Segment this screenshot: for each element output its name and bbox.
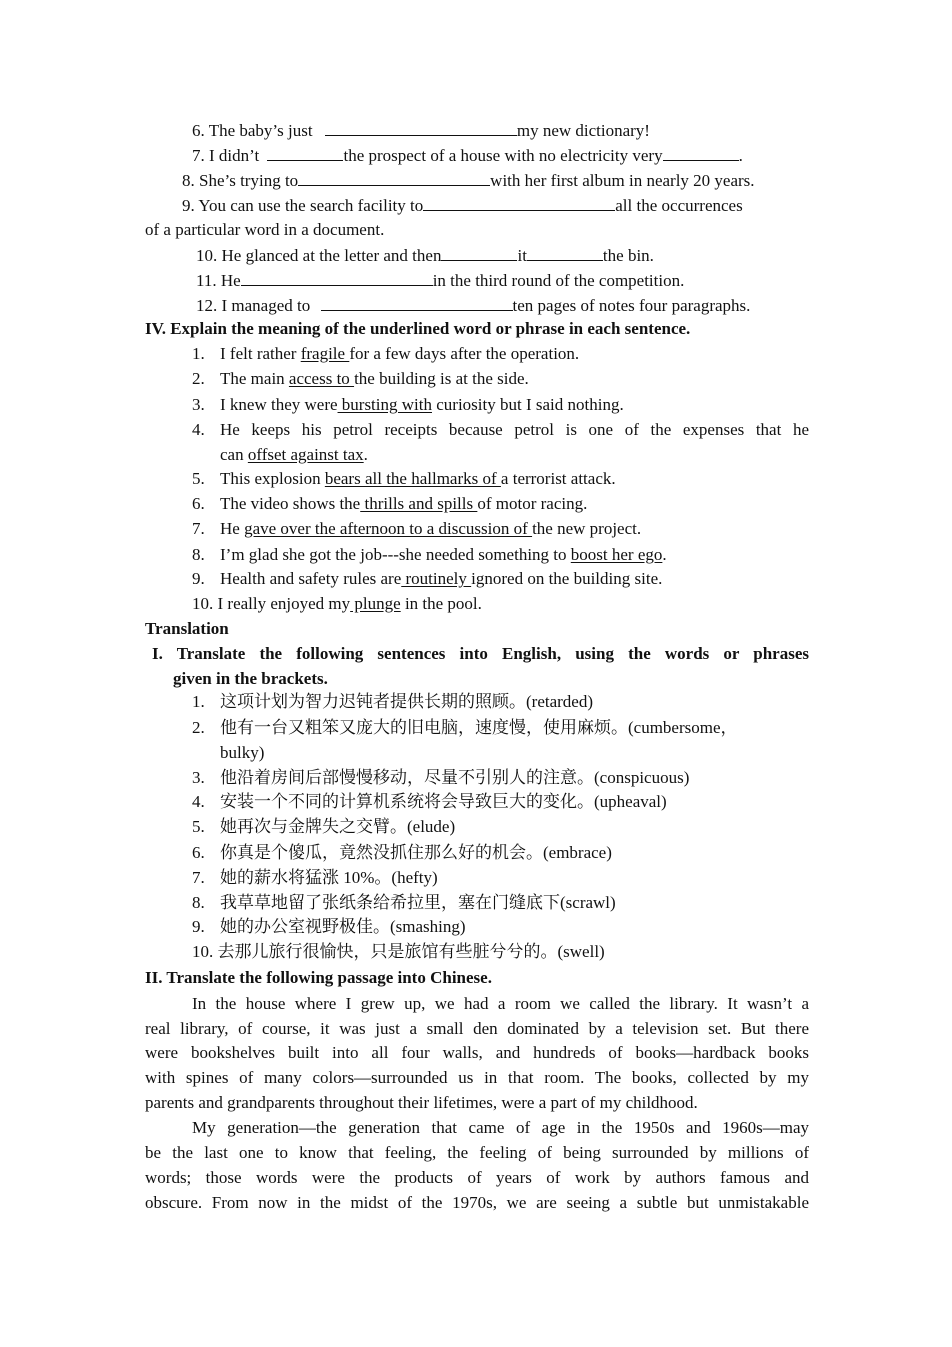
item-number: 11. bbox=[196, 271, 217, 290]
explain-item-3 bbox=[192, 393, 624, 417]
explain-item-7 bbox=[192, 517, 641, 541]
blank-sentence-11 bbox=[196, 268, 684, 292]
passage-line: parents and grandparents throughout their lifetimes, were a part of my childhood. bbox=[145, 1093, 698, 1112]
sentence-text: . bbox=[363, 445, 368, 464]
translation-title: Translation bbox=[145, 619, 229, 638]
sentence-text: 这项计划为智力迟钝者提供长期的照顾。(retarded) bbox=[220, 692, 594, 711]
explain-item-10 bbox=[192, 592, 482, 616]
translation-part2-heading: II. Translate the following passage into Chinese. bbox=[145, 968, 492, 987]
underlined-phrase: routinely bbox=[401, 569, 472, 588]
item-number: 7. bbox=[192, 519, 205, 538]
item-number: 9. bbox=[192, 917, 205, 936]
sentence-text: He bbox=[220, 271, 241, 290]
explain-item-4 bbox=[192, 418, 809, 442]
explain-item-4-continued bbox=[220, 443, 368, 467]
answer-blank[interactable] bbox=[527, 243, 603, 261]
item-number: 10. bbox=[192, 594, 214, 613]
passage-line: with spines of many colors—surrounded us in that room. The books, collected by my bbox=[145, 1068, 809, 1087]
underlined-phrase: boost her ego bbox=[570, 545, 663, 564]
translate-sentence-2-continued: bulky) bbox=[220, 743, 265, 762]
underlined-phrase: access to bbox=[288, 369, 355, 388]
answer-blank[interactable] bbox=[267, 143, 343, 161]
sentence-text: I didn’t bbox=[209, 146, 260, 165]
blank-sentence-10 bbox=[196, 243, 654, 267]
sentence-text: 去那儿旅行很愉快，只是旅馆有些脏兮兮的。(swell) bbox=[217, 942, 605, 961]
item-number: 6. bbox=[192, 494, 205, 513]
translate-sentence-7 bbox=[192, 866, 438, 890]
blank-sentence-8 bbox=[182, 168, 755, 192]
item-number: 9. bbox=[182, 196, 195, 215]
sentence-text: with her first album in nearly 20 years. bbox=[490, 171, 755, 190]
blank-sentence-9 bbox=[182, 193, 743, 217]
sentence-text: Health and safety rules are bbox=[220, 569, 402, 588]
sentence-text: 她的办公室视野极佳。(smashing) bbox=[220, 917, 466, 936]
sentence-text: 她的薪水将猛涨 10%。(hefty) bbox=[220, 868, 438, 887]
sentence-text: a terrorist attack. bbox=[500, 469, 616, 488]
item-number: 8. bbox=[182, 171, 195, 190]
blank-sentence-7 bbox=[192, 143, 743, 167]
sentence-text: for a few days after the operation. bbox=[349, 344, 580, 363]
passage-line: In the house where I grew up, we had a room we called the library. It wasn’t a bbox=[192, 994, 809, 1013]
item-number: 6. bbox=[192, 843, 205, 862]
sentence-text: all the occurrences bbox=[615, 196, 743, 215]
sentence-text: 他沿着房间后部慢慢移动，尽量不引别人的注意。(conspicuous) bbox=[220, 768, 690, 787]
item-number: 5. bbox=[192, 817, 205, 836]
underlined-phrase: gave over the afternoon to a discussion of bbox=[244, 519, 533, 538]
underlined-phrase: thrills and spills bbox=[360, 494, 478, 513]
explain-item-6 bbox=[192, 492, 587, 516]
translate-sentence-2 bbox=[192, 716, 738, 740]
answer-blank[interactable] bbox=[441, 243, 517, 261]
sentence-text: I managed to bbox=[221, 296, 311, 315]
sentence-text: the bin. bbox=[602, 246, 654, 265]
item-number: 10. bbox=[192, 942, 214, 961]
item-number: 5. bbox=[192, 469, 205, 488]
sentence-text: 安装一个不同的计算机系统将会导致巨大的变化。(upheaval) bbox=[220, 792, 667, 811]
item-number: 8. bbox=[192, 893, 205, 912]
item-number: 9. bbox=[192, 569, 205, 588]
item-number: 12. bbox=[196, 296, 218, 315]
item-number: 2. bbox=[192, 369, 205, 388]
sentence-text: can bbox=[220, 445, 244, 464]
sentence-text: in the third round of the competition. bbox=[432, 271, 685, 290]
item-number: 8. bbox=[192, 545, 205, 564]
sentence-text: I’m glad she got the job---she needed something to bbox=[220, 545, 567, 564]
explain-item-1 bbox=[192, 342, 579, 366]
translate-sentence-3 bbox=[192, 766, 689, 790]
translate-sentence-5 bbox=[192, 815, 455, 839]
sentence-text: my new dictionary! bbox=[516, 121, 650, 140]
answer-blank[interactable] bbox=[298, 168, 490, 186]
blank-sentence-12 bbox=[196, 293, 750, 317]
sentence-text: He keeps his petrol receipts because petrol is one of the expenses that he bbox=[220, 420, 809, 439]
sentence-text: 她再次与金牌失之交臂。(elude) bbox=[220, 817, 456, 836]
item-number: 3. bbox=[192, 768, 205, 787]
item-number: 4. bbox=[192, 792, 205, 811]
passage-line: My generation—the generation that came of age in the 1950s and 1960s—may bbox=[192, 1118, 809, 1137]
explain-item-2 bbox=[192, 367, 529, 391]
sentence-text: the new project. bbox=[532, 519, 642, 538]
sentence-text: 我草草地留了张纸条给希拉里，塞在门缝底下(scrawl) bbox=[220, 893, 616, 912]
sentence-text: 你真是个傻瓜，竟然没抓住那么好的机会。(embrace) bbox=[220, 843, 612, 862]
item-number: 2. bbox=[192, 718, 205, 737]
item-number: 1. bbox=[192, 692, 205, 711]
sentence-text: the prospect of a house with no electricity very bbox=[343, 146, 663, 165]
sentence-text: of motor racing. bbox=[477, 494, 588, 513]
underlined-phrase: offset against tax bbox=[247, 445, 364, 464]
answer-blank[interactable] bbox=[241, 268, 433, 286]
answer-blank[interactable] bbox=[423, 193, 615, 211]
answer-blank[interactable] bbox=[325, 118, 517, 136]
passage-line: be the last one to know that feeling, the feeling of being surrounded by millions of bbox=[145, 1143, 809, 1162]
underlined-phrase: bursting with bbox=[337, 395, 432, 414]
passage-line: real library, of course, it was just a small den dominated by a television set. But there bbox=[145, 1019, 809, 1038]
sentence-text: I knew they were bbox=[220, 395, 338, 414]
translation-part1-heading-line2: given in the brackets. bbox=[173, 669, 328, 688]
sentence-text: He bbox=[220, 519, 240, 538]
answer-blank[interactable] bbox=[663, 143, 739, 161]
sentence-text: The video shows the bbox=[220, 494, 361, 513]
item-number: 1. bbox=[192, 344, 205, 363]
sentence-text: You can use the search facility to bbox=[198, 196, 424, 215]
translate-sentence-4 bbox=[192, 790, 667, 814]
translate-sentence-6 bbox=[192, 841, 612, 865]
translate-sentence-1 bbox=[192, 690, 593, 714]
explain-item-5 bbox=[192, 467, 616, 491]
underlined-phrase: fragile bbox=[300, 344, 350, 363]
item-number: 10. bbox=[196, 246, 218, 265]
section-iv-heading: IV. Explain the meaning of the underlined word or phrase in each sentence. bbox=[145, 319, 691, 338]
underlined-phrase: plunge bbox=[350, 594, 401, 613]
item-number: 3. bbox=[192, 395, 205, 414]
heading-line: I. Translate the following sentences into English, using the words or phrases bbox=[152, 644, 809, 663]
sentence-text: The main bbox=[220, 369, 285, 388]
translate-sentence-9 bbox=[192, 915, 466, 939]
sentence-text: He glanced at the letter and then bbox=[221, 246, 442, 265]
sentence-text: . bbox=[738, 146, 743, 165]
translation-part1-heading bbox=[152, 642, 809, 666]
sentence-text: I felt rather bbox=[220, 344, 297, 363]
explain-item-9 bbox=[192, 567, 662, 591]
explain-item-8 bbox=[192, 543, 667, 567]
passage-line: words; those words were the products of years of work by authors famous and bbox=[145, 1168, 809, 1187]
translate-sentence-8 bbox=[192, 891, 616, 915]
item-number: 6. bbox=[192, 121, 205, 140]
sentence-text: in the pool. bbox=[400, 594, 482, 613]
item-number: 7. bbox=[192, 868, 205, 887]
sentence-text: The baby’s just bbox=[208, 121, 313, 140]
passage-line: obscure. From now in the midst of the 1970s, we are seeing a subtle but unmistakable bbox=[145, 1193, 809, 1212]
blank-sentence-6 bbox=[192, 118, 650, 142]
sentence-text: 他有一台又粗笨又庞大的旧电脑，速度慢，使用麻烦。(cumbersome， bbox=[220, 718, 738, 737]
sentence-text: ignored on the building site. bbox=[471, 569, 663, 588]
answer-blank[interactable] bbox=[321, 293, 513, 311]
sentence-text: She’s trying to bbox=[199, 171, 299, 190]
item-number: 4. bbox=[192, 420, 205, 439]
sentence-text: This explosion bbox=[220, 469, 321, 488]
sentence-text: of a particular word in a document. bbox=[145, 220, 385, 239]
sentence-text: ten pages of notes four paragraphs. bbox=[512, 296, 751, 315]
sentence-text: I really enjoyed my bbox=[217, 594, 351, 613]
sentence-text: . bbox=[662, 545, 667, 564]
sentence-text: it bbox=[517, 246, 527, 265]
underlined-phrase: bears all the hallmarks of bbox=[324, 469, 501, 488]
item-number: 7. bbox=[192, 146, 205, 165]
translate-sentence-10 bbox=[192, 940, 605, 964]
passage-line: were bookshelves built into all four walls, and hundreds of books—hardback books bbox=[145, 1043, 809, 1062]
sentence-text: the building is at the side. bbox=[354, 369, 529, 388]
blank-sentence-9-continued bbox=[145, 218, 384, 242]
sentence-text: curiosity but I said nothing. bbox=[431, 395, 624, 414]
